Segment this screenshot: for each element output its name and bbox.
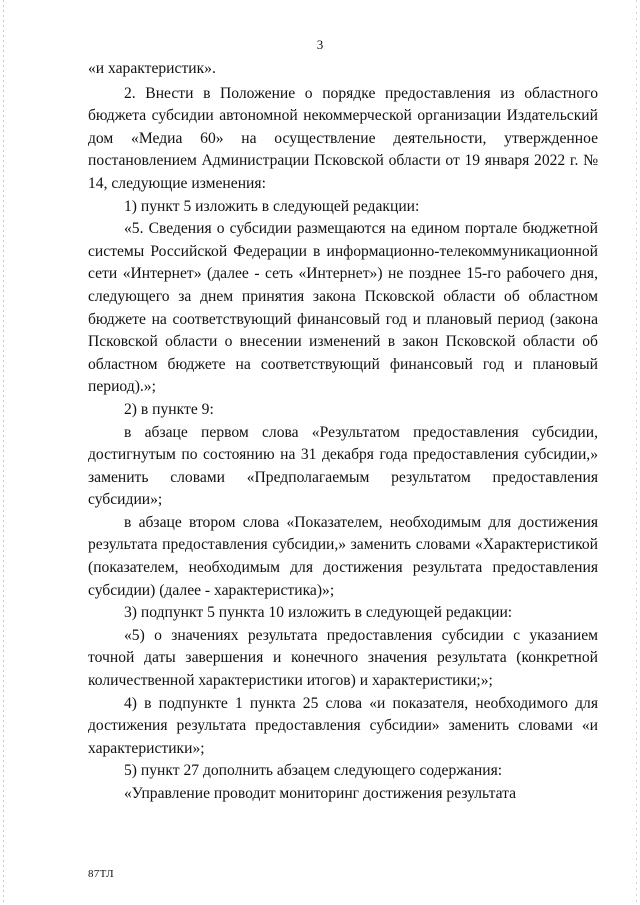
paragraph: «5) о значениях результата предоставления субсидии с указанием точной даты завершения и конечного значения результата (конкретной количественной характеристики итогов) и характеристики;»;: [88, 626, 598, 690]
paragraph: в абзаце втором слова «Показателем, необходимым для достижения результата предоставления субсидии,» заменить словами «Характеристикой (показателем, необходимым для достижения результата предоставления субсидии) (далее - характеристика)»;: [88, 513, 598, 599]
paragraph: «и характеристик».: [88, 60, 216, 77]
paragraph: 2) в пункте 9:: [124, 400, 214, 418]
paragraph: «5. Сведения о субсидии размещаются на едином портале бюджетной системы Российской Федерации в информационно-телекоммуникационной сети «Интернет» (далее - сеть «Интернет») не позднее 15-го рабочего дня, следующего за днем принятия закона Псковской области об областном бюджете на соответствующий финансовый год и плановый период (закона Псковской области о внесении изменений в закон Псковской области об областном бюджете на соответствующий финансовый год и плановый период).»;: [88, 220, 598, 396]
scan-edge-left: [3, 0, 4, 905]
paragraph: 3) подпункт 5 пункта 10 изложить в следующей редакции:: [124, 604, 513, 622]
paragraph: 5) пункт 27 дополнить абзацем следующего содержания:: [124, 762, 503, 780]
footer-code: 87ТЛ: [88, 868, 114, 880]
paragraph: 2. Внести в Положение о порядке предоставления из областного бюджета субсидии автономной некоммерческой организации Издательский дом «Медиа 60» на осуществление деятельности, утвержденное постановлением Администрации Псковской области от 19 января 2022 г. № 14, следующие изменения:: [88, 84, 598, 192]
page-number: 3: [316, 37, 324, 52]
paragraph: «Управление проводит мониторинг достижения результата: [124, 785, 517, 802]
paragraph: 4) в подпункте 1 пункта 25 слова «и показателя, необходимого для достижения результата предоставления субсидии» заменить словами «и характеристики»;: [88, 694, 598, 757]
paragraph: в абзаце первом слова «Результатом предоставления субсидии, достигнутым по состоянию на 31 декабря года предоставления субсидии,» заменить словами «Предполагаемым результатом предоставления субсидии»;: [88, 423, 598, 509]
scan-edge-right: [636, 0, 637, 905]
document-body: [88, 58, 598, 806]
paragraph: 1) пункт 5 изложить в следующей редакции:: [124, 197, 420, 215]
